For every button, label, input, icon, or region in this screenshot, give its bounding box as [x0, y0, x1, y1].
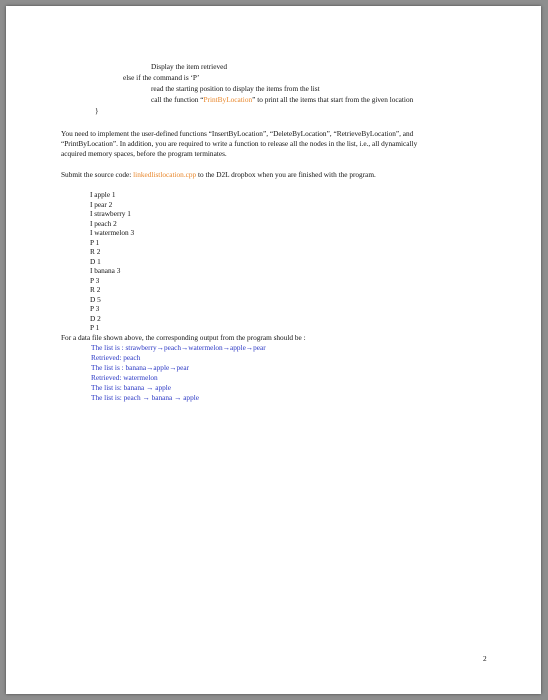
- data-line: D 5: [90, 294, 101, 304]
- data-line: D 1: [90, 256, 101, 266]
- code-line-4: [151, 95, 413, 104]
- paragraph-1-line-3: acquired memory spaces, before the program terminates.: [61, 149, 227, 158]
- output-line: Retrieved: watermelon: [91, 373, 158, 382]
- code-line-1: Display the item retrieved: [151, 62, 227, 71]
- data-line: P 3: [90, 304, 100, 313]
- paragraph-1-line-2: “PrintByLocation”. In addition, you are required to write a function to release all the nodes in the list, i.e., all dynamically: [61, 139, 418, 148]
- code-line-3: read the starting position to display the items from the list: [151, 84, 320, 93]
- data-line: I apple 1: [90, 190, 116, 199]
- code-line-4-end: ” to print all the items that start from the given location: [252, 95, 414, 104]
- data-line: I pear 2: [90, 199, 113, 209]
- submit-instruction: [61, 170, 376, 179]
- data-line: I watermelon 3: [90, 228, 135, 237]
- data-line: P 1: [90, 323, 100, 332]
- data-line: I strawberry 1: [90, 209, 131, 218]
- data-line: I peach 2: [90, 218, 117, 228]
- data-line: P 1: [90, 237, 100, 247]
- document-page: [6, 6, 541, 694]
- data-line: R 2: [90, 285, 101, 294]
- function-name-print-by-location: PrintByLocation: [203, 95, 253, 104]
- closing-brace: }: [95, 106, 99, 115]
- submit-text-before: Submit the source code:: [61, 170, 134, 179]
- data-line: R 2: [90, 247, 101, 256]
- output-intro: For a data file shown above, the corresponding output from the program should be :: [61, 332, 306, 342]
- source-filename: linkedlistlocation.cpp: [133, 170, 197, 179]
- data-line: P 3: [90, 275, 100, 285]
- output-line: The list is : banana→apple→pear: [91, 363, 190, 372]
- output-line: The list is: banana → apple: [91, 383, 172, 392]
- code-line-2: else if the command is ‘P’: [123, 73, 200, 82]
- output-line: The list is : strawberry→peach→watermelon→apple→pear: [91, 343, 266, 352]
- paragraph-1-line-1: You need to implement the user-defined functions “InsertByLocation”, “DeleteByLocation”, “RetrieveByLocation”, and: [61, 129, 414, 138]
- output-line: Retrieved: peach: [91, 353, 141, 362]
- submit-text-after: to the D2L dropbox when you are finished with the program.: [196, 170, 376, 179]
- page-number: 2: [483, 654, 487, 663]
- data-line: I banana 3: [90, 266, 121, 275]
- output-line: The list is: peach → banana → apple: [91, 393, 199, 402]
- data-line: D 2: [90, 313, 101, 323]
- code-line-4-start: call the function “: [151, 95, 204, 104]
